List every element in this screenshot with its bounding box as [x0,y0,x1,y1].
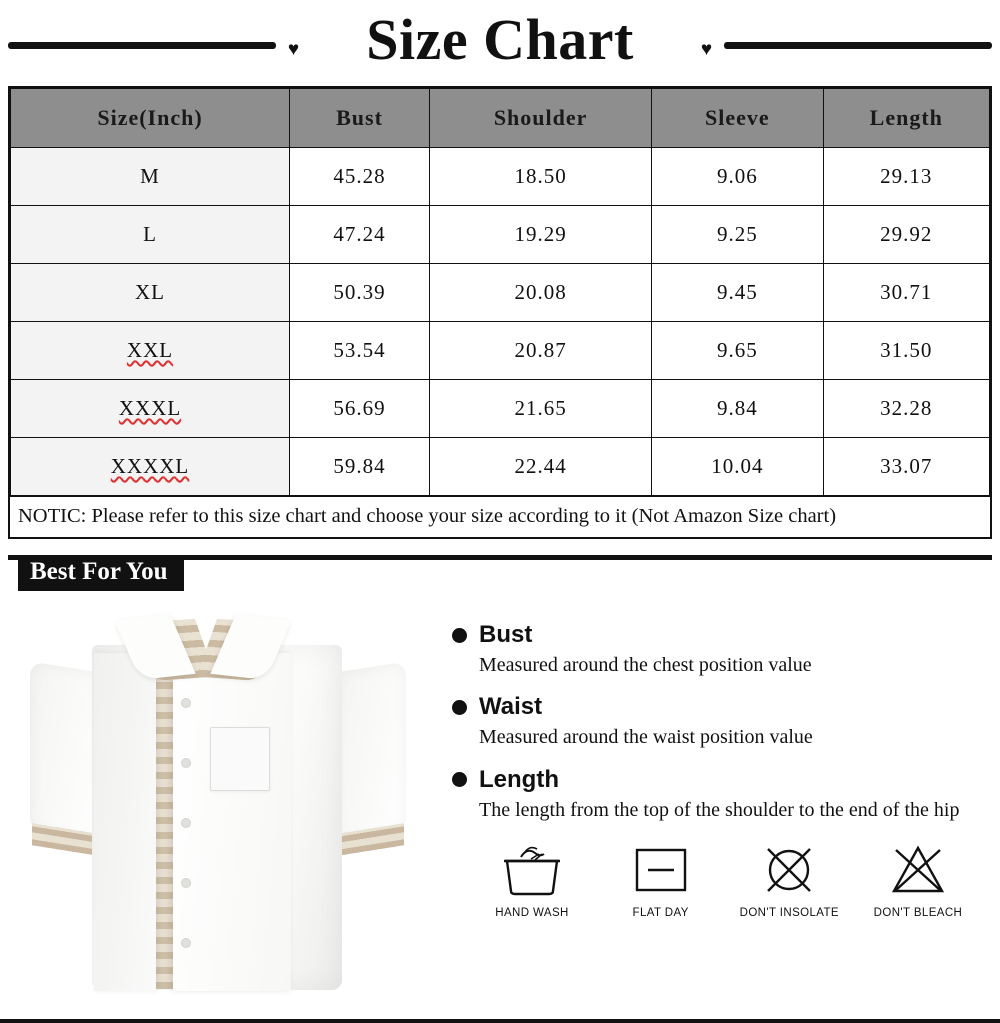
column-header-size: Size(Inch) [11,89,290,148]
column-header-sleeve: Sleeve [652,89,823,148]
measurement-bust [452,621,980,677]
table-header-row [11,89,990,148]
cell-sleeve: 9.84 [652,380,823,438]
page-title: Size Chart [366,7,634,72]
size-chart-notice: NOTIC: Please refer to this size chart and choose your size according to it (Not Amazon Size chart) [10,496,990,537]
cell-sleeve: 9.25 [652,206,823,264]
shirt-button [182,819,190,827]
cell-shoulder: 20.87 [430,322,652,380]
cell-sleeve: 9.06 [652,148,823,206]
shirt-sleeve-right [336,661,406,842]
measurement-length [452,766,980,822]
measurement-description: Measured around the chest position value [479,654,812,676]
best-for-you-band [0,555,1000,597]
product-image [30,607,410,1002]
table-row [11,148,990,206]
cell-length: 32.28 [823,380,989,438]
cell-bust: 50.39 [290,264,430,322]
measurement-description: Measured around the waist position value [479,726,813,749]
size-chart-table [10,88,990,496]
cell-shoulder: 18.50 [430,148,652,206]
cell-sleeve: 9.65 [652,322,823,380]
table-row [11,264,990,322]
care-label: DON'T BLEACH [873,907,963,920]
table-row [11,206,990,264]
heart-icon-right: ♥ [700,39,713,60]
band-label: Best For You [18,555,184,591]
shirt-sleeve-left [30,661,100,842]
table-row [11,438,990,496]
product-image-column [0,599,430,1019]
product-info-section [0,599,1000,1023]
cell-size: XXXL [11,380,290,438]
shirt-front-panel [173,653,291,991]
shirt-left-panel [94,653,156,991]
care-label: HAND WASH [495,907,569,920]
shirt-button [182,879,190,887]
column-header-length: Length [823,89,989,148]
care-item-hand-wash [476,838,588,919]
cell-size: XL [11,264,290,322]
bullet-dot-icon [452,772,467,787]
care-label: FLAT DAY [632,907,689,920]
measurement-title: Bust [479,621,533,648]
bullet-dot-icon [452,628,467,643]
cell-length: 31.50 [823,322,989,380]
cell-shoulder: 19.29 [430,206,652,264]
cell-bust: 56.69 [290,380,430,438]
cell-bust: 59.84 [290,438,430,496]
care-label: DON'T INSOLATE [739,907,839,920]
cell-sleeve: 10.04 [652,438,823,496]
cell-length: 30.71 [823,264,989,322]
measurement-title: Waist [479,693,543,721]
measurement-info-column [430,599,1000,1019]
cell-bust: 45.28 [290,148,430,206]
cell-length: 33.07 [823,438,989,496]
shirt-button [182,759,190,767]
column-header-bust: Bust [290,89,430,148]
cell-size: XXXXL [11,438,290,496]
flat-dry-icon [605,838,717,902]
cell-sleeve: 9.45 [652,264,823,322]
cell-size: M [11,148,290,206]
cell-size: L [11,206,290,264]
column-header-shoulder: Shoulder [430,89,652,148]
care-item-flat-dry [605,838,717,919]
page-title-bar [0,0,1000,86]
cell-bust: 47.24 [290,206,430,264]
measurement-description: The length from the top of the shoulder to the end of the hip [479,798,960,821]
bullet-dot-icon [452,700,467,715]
cell-shoulder: 21.65 [430,380,652,438]
do-not-insolate-icon [733,838,845,902]
cell-shoulder: 20.08 [430,264,652,322]
care-item-do-not-bleach [862,838,974,919]
care-instructions-row [476,838,974,919]
cell-bust: 53.54 [290,322,430,380]
cell-shoulder: 22.44 [430,438,652,496]
title-rule-right [724,42,992,49]
table-row [11,322,990,380]
shirt-chest-pocket [210,727,270,791]
do-not-bleach-icon [862,838,974,902]
hand-wash-icon [476,838,588,902]
table-row [11,380,990,438]
cell-size: XXL [11,322,290,380]
cell-length: 29.13 [823,148,989,206]
measurement-title: Length [479,765,559,793]
shirt-button [182,699,190,707]
shirt-button [182,939,190,947]
care-item-do-not-insolate [733,838,845,919]
heart-icon-left: ♥ [287,39,300,60]
measurement-waist [452,693,980,749]
size-chart-table-block [8,86,992,539]
cell-length: 29.92 [823,206,989,264]
